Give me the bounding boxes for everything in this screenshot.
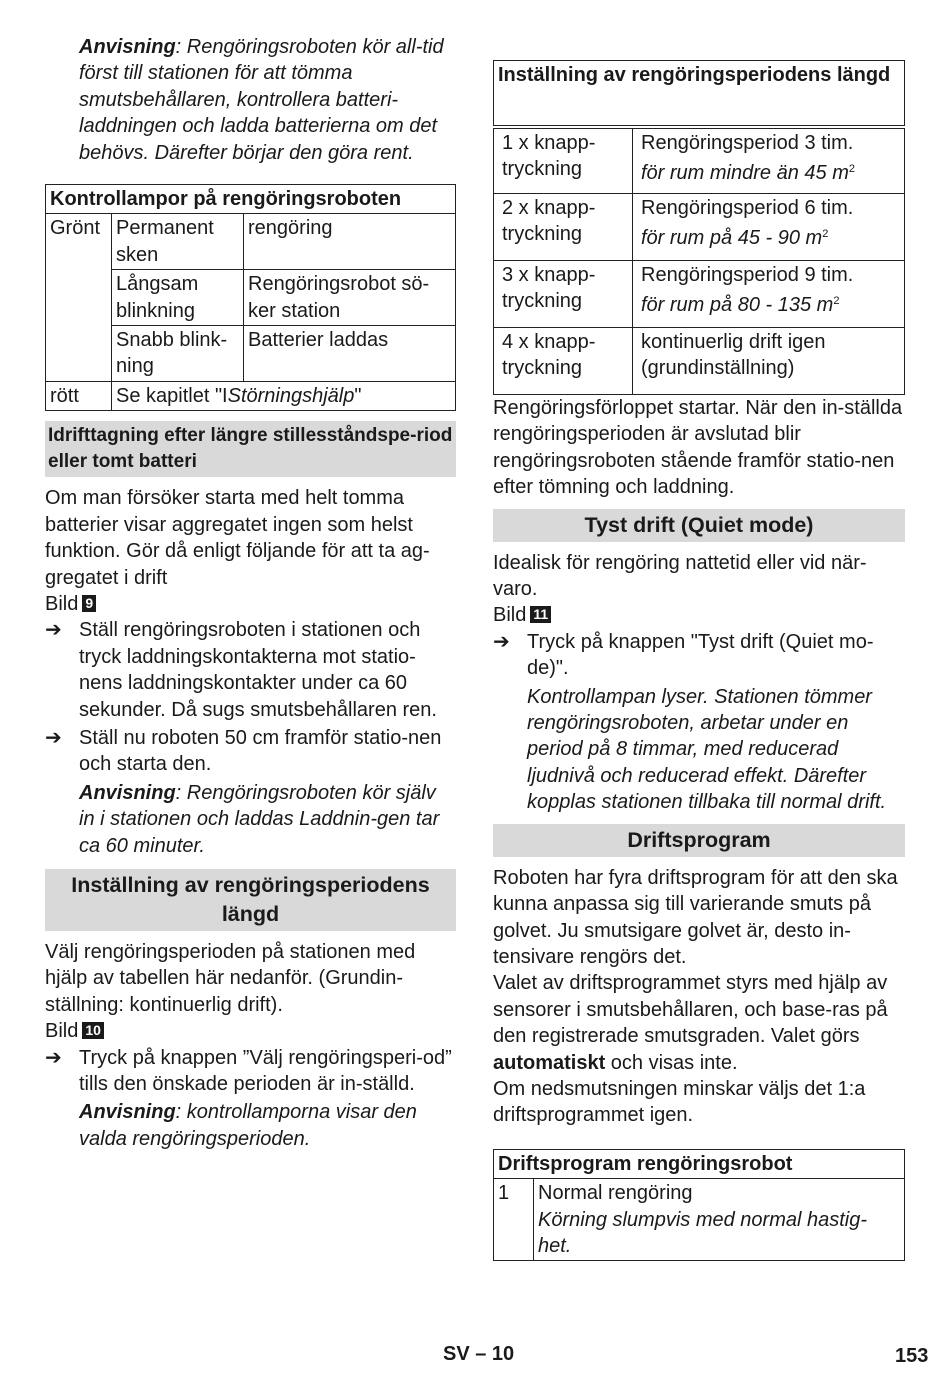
quiet-result: Kontrollampan lyser. Stationen tömmer rengöringsroboten, arbetar under en period på 8 timmar, med reducerad ljudnivå och reducerad effekt. Därefter kopplas stationen tillbaka till normal drift. — [527, 685, 887, 814]
section-heading-startup: Idrifttagning efter längre stillesståndspe-riod eller tomt batteri — [45, 421, 456, 477]
period-press: 4 x knapp-tryckning — [494, 328, 633, 395]
instruction-step: ➔ Ställ rengöringsroboten i stationen och tryck laddningskontakterna mot statio-nens laddningskontakter under ca 60 sekunder. Då sugs smutsbehållaren ren. — [45, 619, 437, 721]
quiet-para: Idealisk för rengöring nattetid eller vid när-varo. — [493, 551, 867, 601]
arrow-right-icon: ➔ — [45, 1046, 62, 1069]
arrow-right-icon: ➔ — [45, 726, 62, 749]
figure-ref: Bild 11 — [493, 602, 905, 628]
program-para: Valet av driftsprogrammet styrs med hjälp av sensorer i smutsbehållaren, och base-ras på den registrerade smutsgraden. Valet görs automatiskt och visas inte. — [493, 972, 888, 1074]
after-table-para: Rengöringsförloppet startar. När den in-ställda rengöringsperioden är avslutad blir rengöringsroboten stående framför statio-nen efter tömning och laddning. — [493, 397, 903, 499]
section-heading-program: Driftsprogram — [493, 824, 905, 857]
footer-page-number: 153 — [895, 1345, 929, 1367]
program-para: Om nedsmutsningen minskar väljs det 1:a driftsprogrammet igen. — [493, 1077, 866, 1127]
lamp-red-text: Se kapitlet "IStörningshjälp" — [112, 381, 456, 410]
period-desc: Rengöringsperiod 3 tim. för rum mindre än 45 $m^2$ — [633, 127, 905, 194]
period-table-title: Inställning av rengöringsperiodens längd — [494, 61, 905, 127]
lamp-red-label: rött — [46, 381, 112, 410]
note-startup: Anvisning: Rengöringsroboten kör själv in i stationen och laddas Laddnin-gen tar ca 60 minuter. — [79, 781, 440, 857]
figure-number-badge: 11 — [530, 606, 551, 623]
note-period: Anvisning: kontrollamporna visar den valda rengöringsperioden. — [79, 1101, 417, 1150]
note-top-label: Anvisning — [79, 36, 176, 58]
arrow-right-icon: ➔ — [45, 619, 62, 642]
lamp-mode: Permanent sken — [112, 214, 244, 270]
arrow-right-icon: ➔ — [493, 630, 510, 653]
period-desc: Rengöringsperiod 6 tim. för rum på 45 - 90 $m^2$ — [633, 194, 905, 261]
instruction-step: ➔ Tryck på knappen ”Välj rengöringsperi-od” tills den önskade perioden är in-ställd. — [45, 1046, 452, 1095]
note-top: Anvisning: Rengöringsroboten kör all-tid först till stationen för att tömma smutsbehållaren, kontrollera batteri-laddningen och ladda batterierna om det behövs. Därefter börjar den göra rent. — [79, 36, 444, 164]
lamp-mode: Långsam blinkning — [112, 270, 244, 326]
period-desc: Rengöringsperiod 9 tim. för rum på 80 - 135 $m^2$ — [633, 261, 905, 328]
figure-ref: Bild 10 — [45, 1018, 456, 1044]
figure-ref: Bild 9 — [45, 591, 456, 617]
lamp-table — [45, 184, 456, 411]
lamp-green-label: Grönt — [46, 214, 112, 381]
instruction-step: ➔ Tryck på knappen "Tyst drift (Quiet mo-de)". — [493, 630, 874, 680]
period-press: 2 x knapp-tryckning — [494, 194, 633, 261]
period-press: 3 x knapp-tryckning — [494, 261, 633, 328]
figure-number-badge: 10 — [82, 1022, 104, 1039]
program-desc: Normal rengöring Körning slumpvis med normal hastig-het. — [534, 1179, 905, 1261]
section-startup-para: Om man försöker starta med helt tomma batterier visar aggregatet ingen som helst funktion. Gör då enligt följande för att ta ag-gregatet i drift — [45, 487, 430, 589]
right-column — [493, 60, 905, 1261]
section-heading-quiet: Tyst drift (Quiet mode) — [493, 509, 905, 542]
left-column — [45, 34, 456, 1152]
program-para: Roboten har fyra driftsprogram för att den ska kunna anpassa sig till varierande smuts på golvet. Ju smutsigare golvet är, desto in-tensivare rengörs det. — [493, 866, 898, 968]
section-period-para: Välj rengöringsperioden på stationen med hjälp av tabellen här nedanför. (Grundin-ställning: kontinuerlig drift). — [45, 940, 416, 1016]
figure-number-badge: 9 — [82, 595, 96, 612]
instruction-step: ➔ Ställ nu roboten 50 cm framför statio-nen och starta den. — [45, 726, 442, 776]
lamp-mode: Snabb blink-ning — [112, 326, 244, 382]
lamp-table-title: Kontrollampor på rengöringsroboten — [46, 185, 456, 214]
program-table-title: Driftsprogram rengöringsrobot — [494, 1149, 905, 1178]
section-heading-period: Inställning av rengöringsperiodens längd — [45, 869, 456, 931]
period-desc: kontinuerlig drift igen (grundinställning) — [633, 328, 905, 395]
program-table — [493, 1149, 905, 1262]
lamp-meaning: rengöring — [244, 214, 456, 270]
program-num: 1 — [494, 1179, 534, 1261]
lamp-meaning: Batterier laddas — [244, 326, 456, 382]
lamp-meaning: Rengöringsrobot sö-ker station — [244, 270, 456, 326]
period-table — [493, 60, 905, 395]
footer-lang-page: SV – 10 — [443, 1343, 515, 1365]
period-press: 1 x knapp-tryckning — [494, 127, 633, 194]
